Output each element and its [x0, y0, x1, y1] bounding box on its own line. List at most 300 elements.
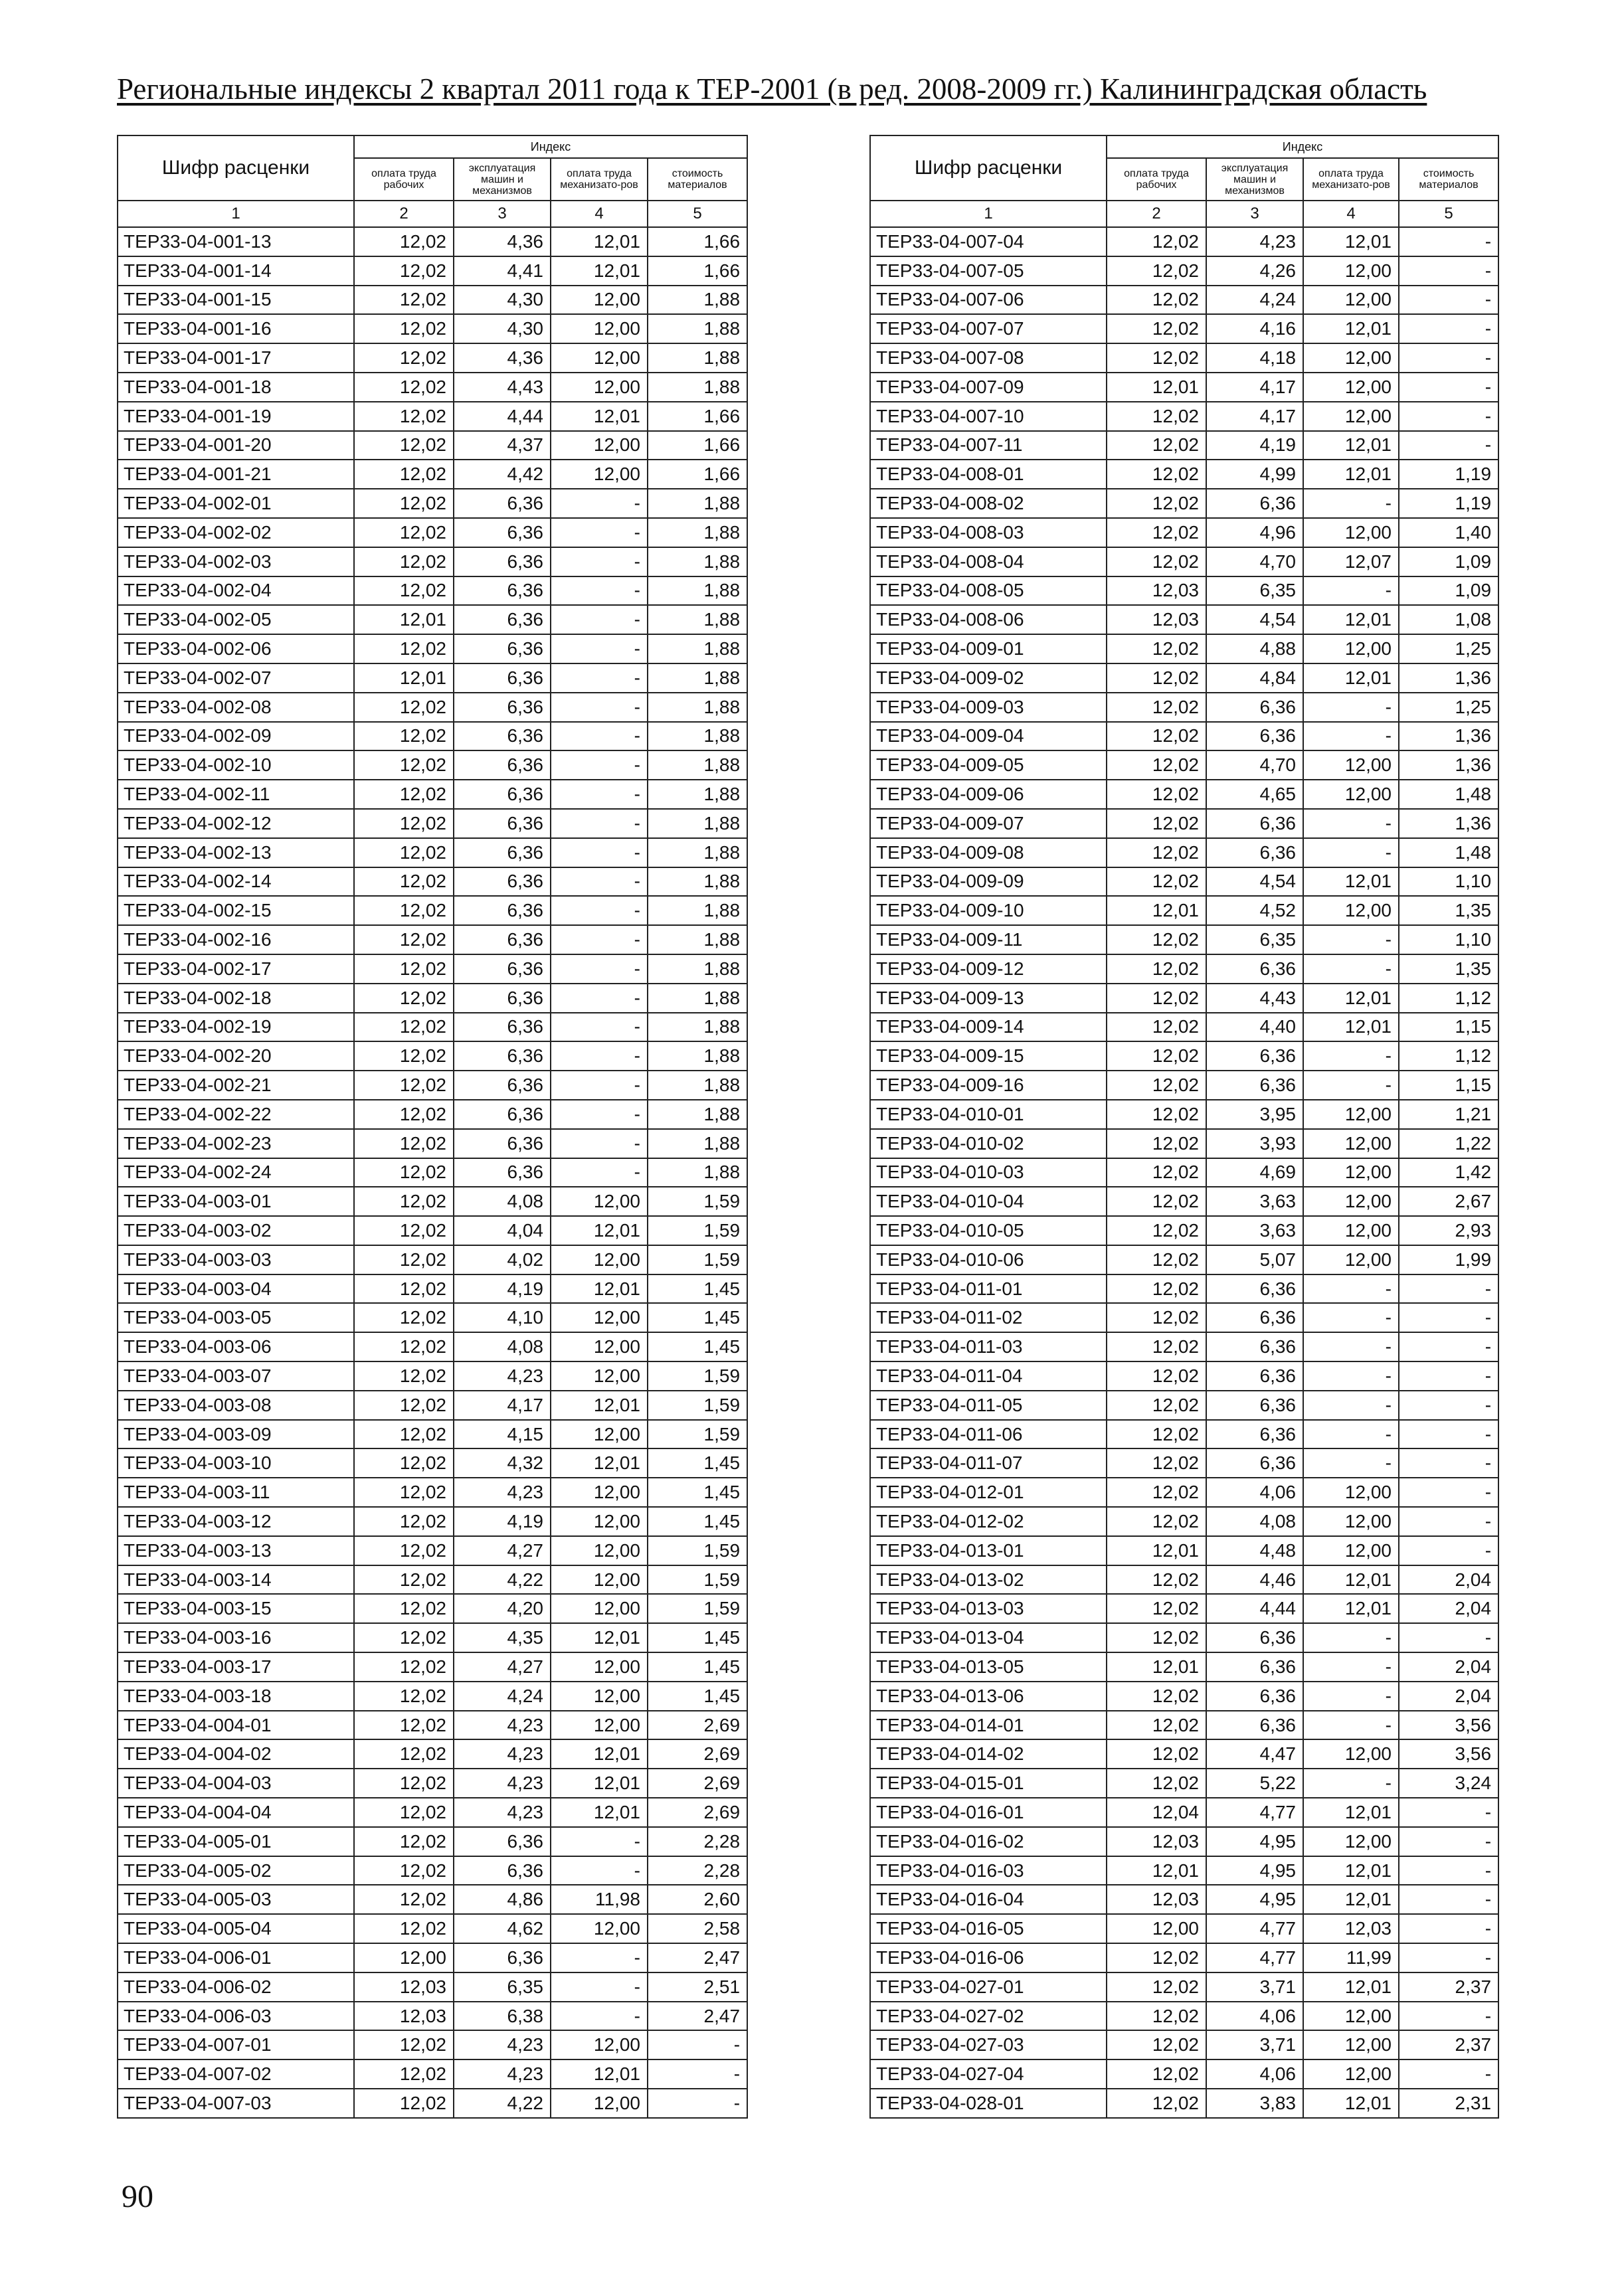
header-materials: стоимость материалов: [1399, 158, 1498, 201]
machines-index-cell: 4,16: [1206, 314, 1303, 343]
materials-index-cell: 1,88: [648, 722, 747, 751]
table-row: [118, 460, 747, 489]
rate-code-cell: ТЕР33-04-007-01: [118, 2030, 354, 2059]
table-row: [870, 1827, 1498, 1856]
table-row: [118, 1274, 747, 1304]
mech-labor-index-cell: -: [1303, 1769, 1399, 1798]
labor-index-cell: 12,02: [1107, 1332, 1206, 1361]
rate-code-cell: ТЕР33-04-016-05: [870, 1914, 1107, 1943]
header-num: 2: [354, 201, 454, 227]
materials-index-cell: 2,04: [1399, 1565, 1498, 1595]
mech-labor-index-cell: 12,00: [1303, 1536, 1399, 1565]
labor-index-cell: 12,02: [354, 1478, 454, 1507]
materials-index-cell: 2,04: [1399, 1652, 1498, 1682]
labor-index-cell: 12,02: [354, 1827, 454, 1856]
table-row: [118, 314, 747, 343]
mech-labor-index-cell: 12,00: [551, 431, 648, 460]
labor-index-cell: 12,02: [1107, 1769, 1206, 1798]
materials-index-cell: 1,45: [648, 1682, 747, 1711]
rate-code-cell: ТЕР33-04-001-14: [118, 256, 354, 286]
mech-labor-index-cell: 12,01: [1303, 2089, 1399, 2118]
machines-index-cell: 4,17: [1206, 402, 1303, 431]
materials-index-cell: 1,59: [648, 1536, 747, 1565]
materials-index-cell: -: [1399, 1827, 1498, 1856]
machines-index-cell: 4,41: [454, 256, 551, 286]
table-row: [870, 1041, 1498, 1071]
machines-index-cell: 6,36: [1206, 838, 1303, 867]
rate-code-cell: ТЕР33-04-016-03: [870, 1856, 1107, 1885]
materials-index-cell: 1,40: [1399, 518, 1498, 547]
rate-code-cell: ТЕР33-04-009-13: [870, 984, 1107, 1013]
table-row: [870, 431, 1498, 460]
materials-index-cell: -: [1399, 1623, 1498, 1652]
labor-index-cell: 12,02: [1107, 1682, 1206, 1711]
machines-index-cell: 4,48: [1206, 1536, 1303, 1565]
machines-index-cell: 4,62: [454, 1914, 551, 1943]
rate-code-cell: ТЕР33-04-003-11: [118, 1478, 354, 1507]
machines-index-cell: 6,36: [1206, 1652, 1303, 1682]
rate-code-cell: ТЕР33-04-012-01: [870, 1478, 1107, 1507]
materials-index-cell: -: [1399, 1943, 1498, 1972]
labor-index-cell: 12,02: [1107, 1739, 1206, 1769]
machines-index-cell: 6,36: [454, 896, 551, 925]
labor-index-cell: 12,02: [1107, 954, 1206, 984]
machines-index-cell: 4,95: [1206, 1885, 1303, 1914]
machines-index-cell: 6,36: [454, 809, 551, 838]
rate-code-cell: ТЕР33-04-002-02: [118, 518, 354, 547]
table-row: [870, 518, 1498, 547]
rate-code-cell: ТЕР33-04-027-04: [870, 2059, 1107, 2089]
machines-index-cell: 6,36: [454, 547, 551, 576]
mech-labor-index-cell: 12,00: [1303, 1158, 1399, 1187]
labor-index-cell: 12,02: [354, 547, 454, 576]
mech-labor-index-cell: 12,01: [551, 1274, 648, 1304]
machines-index-cell: 6,36: [1206, 693, 1303, 722]
labor-index-cell: 12,02: [354, 896, 454, 925]
machines-index-cell: 6,36: [1206, 1682, 1303, 1711]
machines-index-cell: 4,23: [454, 1711, 551, 1740]
materials-index-cell: -: [1399, 1303, 1498, 1332]
table-row: [870, 838, 1498, 867]
machines-index-cell: 3,71: [1206, 1972, 1303, 2002]
table-row: [870, 1129, 1498, 1158]
table-row: [118, 1361, 747, 1391]
labor-index-cell: 12,02: [354, 1594, 454, 1623]
table-row: [870, 1856, 1498, 1885]
table-row: [870, 1071, 1498, 1100]
labor-index-cell: 12,02: [354, 1739, 454, 1769]
header-num: 5: [1399, 201, 1498, 227]
header-labor: оплата труда рабочих: [354, 158, 454, 201]
index-table-left: [117, 135, 748, 2119]
machines-index-cell: 5,22: [1206, 1769, 1303, 1798]
rate-code-cell: ТЕР33-04-013-05: [870, 1652, 1107, 1682]
labor-index-cell: 12,02: [354, 2030, 454, 2059]
machines-index-cell: 6,36: [454, 634, 551, 663]
machines-index-cell: 4,26: [1206, 256, 1303, 286]
mech-labor-index-cell: 12,01: [1303, 431, 1399, 460]
labor-index-cell: 12,02: [1107, 1478, 1206, 1507]
labor-index-cell: 12,02: [1107, 1216, 1206, 1245]
machines-index-cell: 6,36: [1206, 954, 1303, 984]
rate-code-cell: ТЕР33-04-002-11: [118, 780, 354, 809]
labor-index-cell: 12,02: [354, 314, 454, 343]
rate-code-cell: ТЕР33-04-003-07: [118, 1361, 354, 1391]
mech-labor-index-cell: -: [1303, 1071, 1399, 1100]
machines-index-cell: 4,17: [454, 1391, 551, 1420]
rate-code-cell: ТЕР33-04-010-01: [870, 1100, 1107, 1129]
labor-index-cell: 12,02: [354, 1507, 454, 1536]
labor-index-cell: 12,02: [354, 1013, 454, 1042]
table-row: [118, 1623, 747, 1652]
machines-index-cell: 3,71: [1206, 2030, 1303, 2059]
machines-index-cell: 4,65: [1206, 780, 1303, 809]
labor-index-cell: 12,02: [354, 2089, 454, 2118]
materials-index-cell: 3,24: [1399, 1769, 1498, 1798]
rate-code-cell: ТЕР33-04-013-03: [870, 1594, 1107, 1623]
labor-index-cell: 12,02: [1107, 1711, 1206, 1740]
table-row: [118, 1594, 747, 1623]
rate-code-cell: ТЕР33-04-003-08: [118, 1391, 354, 1420]
table-row: [870, 1448, 1498, 1478]
table-row: [870, 286, 1498, 315]
materials-index-cell: 1,45: [648, 1623, 747, 1652]
table-row: [870, 1739, 1498, 1769]
labor-index-cell: 12,02: [1107, 1100, 1206, 1129]
table-row: [870, 1216, 1498, 1245]
labor-index-cell: 12,02: [354, 1448, 454, 1478]
machines-index-cell: 4,30: [454, 286, 551, 315]
table-row: [870, 1711, 1498, 1740]
mech-labor-index-cell: 12,03: [1303, 1914, 1399, 1943]
table-row: [870, 867, 1498, 897]
materials-index-cell: 1,88: [648, 576, 747, 606]
labor-index-cell: 12,03: [354, 2002, 454, 2031]
materials-index-cell: 1,36: [1399, 809, 1498, 838]
mech-labor-index-cell: -: [551, 896, 648, 925]
table-row: [118, 1041, 747, 1071]
mech-labor-index-cell: -: [551, 1013, 648, 1042]
materials-index-cell: -: [1399, 1391, 1498, 1420]
materials-index-cell: -: [1399, 227, 1498, 256]
machines-index-cell: 4,86: [454, 1885, 551, 1914]
rate-code-cell: ТЕР33-04-002-14: [118, 867, 354, 897]
table-row: [870, 1245, 1498, 1274]
machines-index-cell: 4,84: [1206, 663, 1303, 693]
materials-index-cell: 1,88: [648, 1041, 747, 1071]
machines-index-cell: 6,36: [1206, 1420, 1303, 1449]
mech-labor-index-cell: -: [1303, 838, 1399, 867]
machines-index-cell: 4,17: [1206, 373, 1303, 402]
header-materials: стоимость материалов: [648, 158, 747, 201]
mech-labor-index-cell: 12,01: [1303, 460, 1399, 489]
rate-code-cell: ТЕР33-04-005-01: [118, 1827, 354, 1856]
mech-labor-index-cell: 12,00: [551, 1361, 648, 1391]
mech-labor-index-cell: 12,01: [551, 256, 648, 286]
mech-labor-index-cell: -: [1303, 1652, 1399, 1682]
mech-labor-index-cell: 12,00: [551, 1420, 648, 1449]
rate-code-cell: ТЕР33-04-002-21: [118, 1071, 354, 1100]
machines-index-cell: 3,95: [1206, 1100, 1303, 1129]
machines-index-cell: 4,54: [1206, 605, 1303, 634]
machines-index-cell: 6,36: [454, 838, 551, 867]
machines-index-cell: 4,95: [1206, 1856, 1303, 1885]
mech-labor-index-cell: -: [1303, 1623, 1399, 1652]
machines-index-cell: 6,36: [454, 722, 551, 751]
mech-labor-index-cell: 11,99: [1303, 1943, 1399, 1972]
labor-index-cell: 12,02: [354, 227, 454, 256]
labor-index-cell: 12,02: [354, 1274, 454, 1304]
table-row: [118, 634, 747, 663]
mech-labor-index-cell: -: [551, 1827, 648, 1856]
rate-code-cell: ТЕР33-04-013-04: [870, 1623, 1107, 1652]
rate-code-cell: ТЕР33-04-014-02: [870, 1739, 1107, 1769]
machines-index-cell: 6,36: [454, 954, 551, 984]
rate-code-cell: ТЕР33-04-001-18: [118, 373, 354, 402]
mech-labor-index-cell: -: [1303, 1041, 1399, 1071]
materials-index-cell: 1,59: [648, 1594, 747, 1623]
materials-index-cell: -: [648, 2089, 747, 2118]
table-row: [118, 576, 747, 606]
rate-code-cell: ТЕР33-04-009-14: [870, 1013, 1107, 1042]
rate-code-cell: ТЕР33-04-002-07: [118, 663, 354, 693]
machines-index-cell: 6,36: [454, 663, 551, 693]
rate-code-cell: ТЕР33-04-016-04: [870, 1885, 1107, 1914]
table-row: [870, 2002, 1498, 2031]
table-row: [870, 1565, 1498, 1595]
table-row: [870, 489, 1498, 518]
labor-index-cell: 12,02: [1107, 1158, 1206, 1187]
mech-labor-index-cell: 12,00: [551, 1711, 648, 1740]
labor-index-cell: 12,01: [1107, 373, 1206, 402]
rate-code-cell: ТЕР33-04-003-06: [118, 1332, 354, 1361]
mech-labor-index-cell: 12,00: [551, 1682, 648, 1711]
labor-index-cell: 12,02: [1107, 1361, 1206, 1391]
labor-index-cell: 12,02: [1107, 2030, 1206, 2059]
machines-index-cell: 4,19: [1206, 431, 1303, 460]
mech-labor-index-cell: 12,01: [1303, 1972, 1399, 2002]
rate-code-cell: ТЕР33-04-011-01: [870, 1274, 1107, 1304]
header-num: 5: [648, 201, 747, 227]
table-row: [870, 750, 1498, 780]
rate-code-cell: ТЕР33-04-011-03: [870, 1332, 1107, 1361]
machines-index-cell: 3,83: [1206, 2089, 1303, 2118]
labor-index-cell: 12,02: [354, 1129, 454, 1158]
materials-index-cell: 1,59: [648, 1245, 747, 1274]
rate-code-cell: ТЕР33-04-001-13: [118, 227, 354, 256]
labor-index-cell: 12,02: [1107, 1594, 1206, 1623]
mech-labor-index-cell: -: [551, 1158, 648, 1187]
labor-index-cell: 12,02: [1107, 722, 1206, 751]
mech-labor-index-cell: 12,01: [1303, 663, 1399, 693]
labor-index-cell: 12,02: [1107, 343, 1206, 373]
machines-index-cell: 4,23: [454, 1769, 551, 1798]
table-row: [870, 1420, 1498, 1449]
rate-code-cell: ТЕР33-04-014-01: [870, 1711, 1107, 1740]
table-row: [118, 1303, 747, 1332]
materials-index-cell: 1,45: [648, 1448, 747, 1478]
table-row: [118, 2030, 747, 2059]
machines-index-cell: 4,23: [454, 2030, 551, 2059]
machines-index-cell: 4,08: [454, 1332, 551, 1361]
machines-index-cell: 4,52: [1206, 896, 1303, 925]
table-row: [118, 1536, 747, 1565]
materials-index-cell: 1,88: [648, 954, 747, 984]
labor-index-cell: 12,01: [1107, 1856, 1206, 1885]
mech-labor-index-cell: -: [551, 984, 648, 1013]
machines-index-cell: 6,36: [1206, 1711, 1303, 1740]
labor-index-cell: 12,02: [354, 1914, 454, 1943]
mech-labor-index-cell: 12,00: [1303, 286, 1399, 315]
labor-index-cell: 12,02: [1107, 1507, 1206, 1536]
rate-code-cell: ТЕР33-04-008-05: [870, 576, 1107, 606]
table-row: [118, 1914, 747, 1943]
rate-code-cell: ТЕР33-04-027-02: [870, 2002, 1107, 2031]
materials-index-cell: -: [1399, 256, 1498, 286]
materials-index-cell: 1,10: [1399, 925, 1498, 954]
mech-labor-index-cell: -: [551, 693, 648, 722]
table-row: [870, 1623, 1498, 1652]
mech-labor-index-cell: -: [1303, 1682, 1399, 1711]
table-row: [118, 605, 747, 634]
mech-labor-index-cell: 12,00: [1303, 1187, 1399, 1216]
materials-index-cell: 1,08: [1399, 605, 1498, 634]
materials-index-cell: -: [648, 2030, 747, 2059]
mech-labor-index-cell: 12,00: [551, 1594, 648, 1623]
mech-labor-index-cell: -: [1303, 489, 1399, 518]
materials-index-cell: 1,66: [648, 402, 747, 431]
table-row: [118, 1129, 747, 1158]
table-row: [870, 1885, 1498, 1914]
materials-index-cell: 1,88: [648, 634, 747, 663]
rate-code-cell: ТЕР33-04-002-06: [118, 634, 354, 663]
labor-index-cell: 12,02: [354, 576, 454, 606]
labor-index-cell: 12,02: [354, 2059, 454, 2089]
rate-code-cell: ТЕР33-04-003-12: [118, 1507, 354, 1536]
labor-index-cell: 12,00: [354, 1943, 454, 1972]
mech-labor-index-cell: 12,07: [1303, 547, 1399, 576]
table-row: [118, 1711, 747, 1740]
rate-code-cell: ТЕР33-04-003-04: [118, 1274, 354, 1304]
table-row: [118, 1943, 747, 1972]
table-row: [870, 2030, 1498, 2059]
mech-labor-index-cell: -: [551, 1972, 648, 2002]
rate-code-cell: ТЕР33-04-010-03: [870, 1158, 1107, 1187]
rate-code-cell: ТЕР33-04-002-20: [118, 1041, 354, 1071]
table-row: [118, 1682, 747, 1711]
materials-index-cell: 1,88: [648, 663, 747, 693]
mech-labor-index-cell: 12,01: [1303, 1565, 1399, 1595]
labor-index-cell: 12,02: [354, 1361, 454, 1391]
rate-code-cell: ТЕР33-04-002-15: [118, 896, 354, 925]
materials-index-cell: 1,88: [648, 984, 747, 1013]
labor-index-cell: 12,02: [354, 402, 454, 431]
machines-index-cell: 6,36: [454, 867, 551, 897]
materials-index-cell: 1,66: [648, 431, 747, 460]
rate-code-cell: ТЕР33-04-003-16: [118, 1623, 354, 1652]
materials-index-cell: -: [1399, 343, 1498, 373]
page-title: Региональные индексы 2 квартал 2011 года к ТЕР-2001 (в ред. 2008-2009 гг.) Калининградская область: [117, 72, 1427, 106]
rate-code-cell: ТЕР33-04-027-03: [870, 2030, 1107, 2059]
machines-index-cell: 4,40: [1206, 1013, 1303, 1042]
labor-index-cell: 12,03: [1107, 605, 1206, 634]
machines-index-cell: 6,36: [454, 1071, 551, 1100]
table-row: [118, 286, 747, 315]
machines-index-cell: 6,36: [1206, 1041, 1303, 1071]
materials-index-cell: 2,37: [1399, 1972, 1498, 2002]
rate-code-cell: ТЕР33-04-003-01: [118, 1187, 354, 1216]
labor-index-cell: 12,02: [354, 693, 454, 722]
mech-labor-index-cell: 12,01: [1303, 1856, 1399, 1885]
machines-index-cell: 4,37: [454, 431, 551, 460]
labor-index-cell: 12,02: [1107, 925, 1206, 954]
labor-index-cell: 12,02: [354, 1245, 454, 1274]
rate-code-cell: ТЕР33-04-002-03: [118, 547, 354, 576]
materials-index-cell: 1,88: [648, 1100, 747, 1129]
rate-code-cell: ТЕР33-04-009-11: [870, 925, 1107, 954]
materials-index-cell: 1,19: [1399, 489, 1498, 518]
labor-index-cell: 12,02: [354, 1216, 454, 1245]
labor-index-cell: 12,02: [1107, 1071, 1206, 1100]
machines-index-cell: 4,20: [454, 1594, 551, 1623]
materials-index-cell: 2,58: [648, 1914, 747, 1943]
machines-index-cell: 6,36: [454, 605, 551, 634]
table-row: [118, 1071, 747, 1100]
table-row: [870, 256, 1498, 286]
labor-index-cell: 12,02: [354, 1682, 454, 1711]
machines-index-cell: 4,06: [1206, 2002, 1303, 2031]
mech-labor-index-cell: 12,00: [1303, 343, 1399, 373]
table-row: [870, 1682, 1498, 1711]
labor-index-cell: 12,02: [1107, 693, 1206, 722]
mech-labor-index-cell: 12,00: [1303, 1507, 1399, 1536]
rate-code-cell: ТЕР33-04-007-03: [118, 2089, 354, 2118]
rate-code-cell: ТЕР33-04-010-06: [870, 1245, 1107, 1274]
mech-labor-index-cell: 12,00: [1303, 373, 1399, 402]
rate-code-cell: ТЕР33-04-011-06: [870, 1420, 1107, 1449]
mech-labor-index-cell: -: [551, 750, 648, 780]
labor-index-cell: 12,01: [1107, 1652, 1206, 1682]
machines-index-cell: 4,23: [454, 1361, 551, 1391]
machines-index-cell: 4,23: [454, 1478, 551, 1507]
table-row: [118, 1391, 747, 1420]
mech-labor-index-cell: -: [551, 1041, 648, 1071]
labor-index-cell: 12,02: [1107, 1448, 1206, 1478]
mech-labor-index-cell: 12,00: [551, 343, 648, 373]
labor-index-cell: 12,02: [1107, 750, 1206, 780]
machines-index-cell: 5,07: [1206, 1245, 1303, 1274]
machines-index-cell: 4,19: [454, 1274, 551, 1304]
labor-index-cell: 12,02: [1107, 1943, 1206, 1972]
labor-index-cell: 12,02: [1107, 547, 1206, 576]
mech-labor-index-cell: 12,00: [1303, 634, 1399, 663]
materials-index-cell: 1,88: [648, 693, 747, 722]
labor-index-cell: 12,03: [1107, 576, 1206, 606]
page-number: 90: [122, 2179, 153, 2214]
table-row: [870, 1594, 1498, 1623]
materials-index-cell: 1,88: [648, 1013, 747, 1042]
machines-index-cell: 6,36: [1206, 1071, 1303, 1100]
table-row: [118, 838, 747, 867]
rate-code-cell: ТЕР33-04-009-01: [870, 634, 1107, 663]
mech-labor-index-cell: -: [551, 1129, 648, 1158]
mech-labor-index-cell: -: [1303, 1448, 1399, 1478]
rate-code-cell: ТЕР33-04-002-19: [118, 1013, 354, 1042]
machines-index-cell: 6,36: [454, 1100, 551, 1129]
machines-index-cell: 4,27: [454, 1652, 551, 1682]
rate-code-cell: ТЕР33-04-005-02: [118, 1856, 354, 1885]
header-mech-labor: оплата труда механизато-ров: [1303, 158, 1399, 201]
